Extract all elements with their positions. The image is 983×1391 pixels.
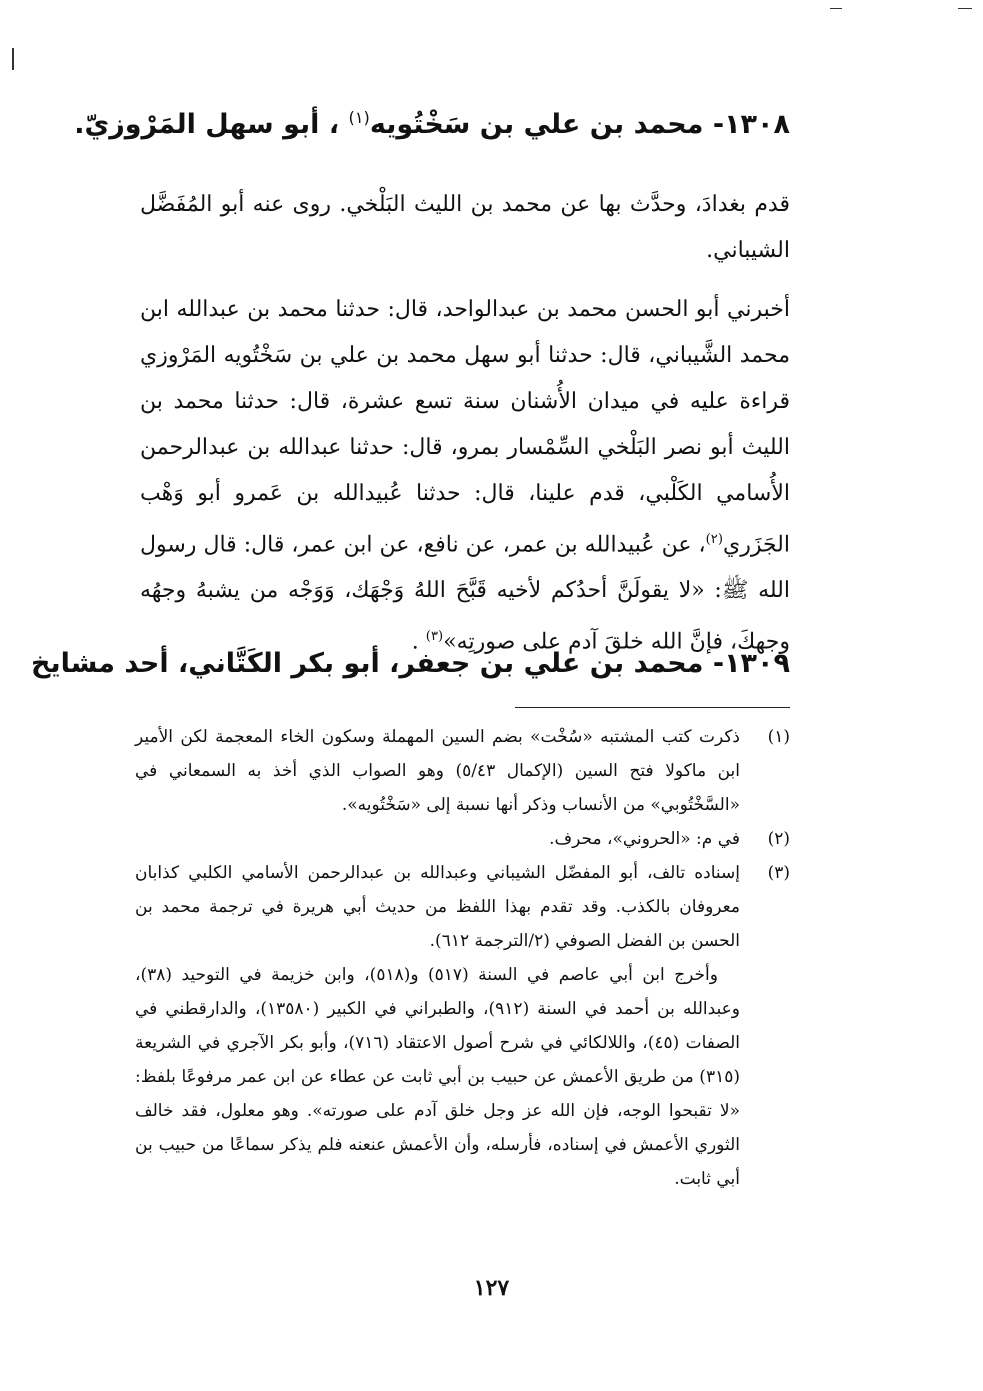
entry-1308-heading	[74, 108, 790, 140]
footnote-number: (٢)	[767, 829, 790, 849]
entry-1309-heading: ١٣٠٩- محمد بن علي بن جعفر، أبو بكر الكَتَّاني، أحد مشايخ	[31, 648, 790, 679]
footnote-number: (٣)	[767, 863, 790, 883]
footnote-text: في م: «الحروني»، محرف.	[549, 829, 740, 849]
footnote-ref-2: (٢)	[705, 532, 723, 547]
footnote-3	[135, 856, 790, 1196]
scan-mark-top-right	[830, 8, 842, 9]
entry-1308-heading-text: ١٣٠٨- محمد بن علي بن سَخْتُويه	[369, 109, 790, 140]
footnote-3-continuation: وأخرج ابن أبي عاصم في السنة (٥١٧) و(٥١٨)، وابن خزيمة في التوحيد (٣٨)، وعبدالله بن أحمد في السنة (٩١٢)، والطبراني في الكبير (١٣٥٨٠)، والدارقطني في الصفات (٤٥)، واللالكائي في شرح أصول الاعتقاد (٧١٦)، وأبو بكر الآجري في الشريعة (٣١٥) من طريق الأعمش عن حبيب بن أبي ثابت عن عطاء عن ابن عمر مرفوعًا بلفظ: «لا تقبحوا الوجه، فإن الله عز وجل خلق آدم على صورته». وهو معلول، فقد خالف الثوري الأعمش في إسناده، فأرسله، وأن الأعمش عنعنه فلم يذكر سماعًا من حبيب بن أبي ثابت.	[135, 965, 741, 1189]
entry-1308-end: .	[411, 629, 419, 655]
scan-mark-top-right-2	[958, 8, 972, 9]
entry-1308-intro: قدم بغدادَ، وحدَّث بها عن محمد بن الليث البَلْخي. روى عنه أبو المُفَضَّل الشيباني.	[140, 192, 790, 263]
page-number: ١٢٧	[473, 1275, 510, 1301]
footnote-1	[135, 720, 790, 822]
entry-1308-hadith-text: ، عن عُبيدالله بن عمر، عن نافع، عن ابن عمر، قال: قال رسول الله ﷺ: «لا يقولَنَّ أحدُكم لأخيه قَبَّحَ اللهُ وَجْهَك، وَوَجْه من يشبهُ وجهُه وجهكَ، فإنَّ الله خلقَ آدم على صورتِه»	[140, 532, 790, 655]
scan-mark-left	[12, 48, 14, 70]
footnote-text: إسناده تالف، أبو المفضّل الشيباني وعبدالله بن عبدالرحمن الأسامي الكلبي كذابان معروفان بالكذب. وقد تقدم بهذا اللفظ من حديث أبي هريرة في ترجمة محمد بن الحسن بن الفضل الصوفي (٢/الترجمة ٦١٢).	[135, 863, 740, 951]
footnote-ref-3: (٣)	[425, 629, 444, 645]
footnote-number: (١)	[767, 727, 790, 747]
entry-1308-heading-tail: ، أبو سهل المَرْوزيّ.	[74, 109, 340, 140]
footnote-divider	[515, 707, 790, 708]
footnotes-list	[135, 720, 790, 1196]
footnote-2	[135, 822, 790, 856]
entry-1308-isnad-text: أخبرني أبو الحسن محمد بن عبدالواحد، قال: حدثنا محمد بن عبدالله ابن محمد الشَّيباني، قال: حدثنا أبو سهل محمد بن علي بن سَخْتُويه المَرْوزي قراءة عليه في ميدان الأُشنان سنة تسع عشرة، قال: حدثنا محمد بن الليث أبو نصر البَلْخي السِّمْسار بمرو، قال: حدثنا عبدالله بن عبدالرحمن الأُسامي الكَلْبي، قدم علينا، قال: حدثنا عُبيدالله بن عَمرو أبو وَهْب الجَزَري	[140, 297, 790, 558]
entry-1308-isnad	[140, 287, 790, 666]
footnote-text: ذكرت كتب المشتبه «سُخْت» بضم السين المهملة وسكون الخاء المعجمة لكن الأمير ابن ماكولا فتح السين (الإكمال ٥/٤٣) وهو الصواب الذي أخذ به السمعاني في «السَّخْتُوبي» من الأنساب وذكر أنها نسبة إلى «سَخْتُويه».	[135, 727, 740, 815]
footnote-ref-1: (١)	[348, 108, 370, 127]
